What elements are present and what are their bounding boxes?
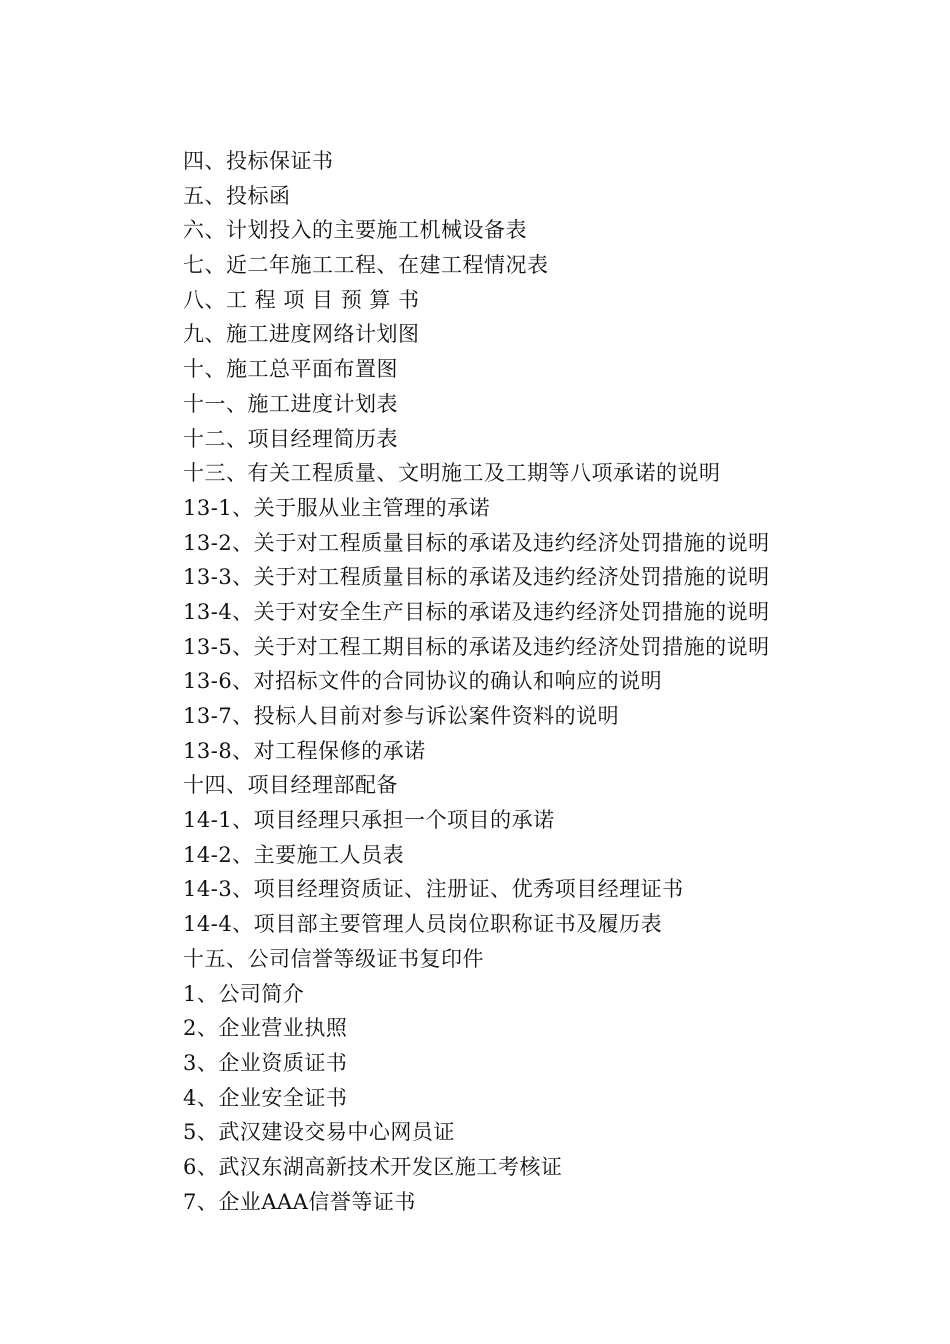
toc-item: 14-3、项目经理资质证、注册证、优秀项目经理证书 <box>183 877 684 902</box>
toc-item: 6、武汉东湖高新技术开发区施工考核证 <box>183 1154 563 1179</box>
toc-item: 13-1、关于服从业主管理的承诺 <box>183 495 491 520</box>
toc-item: 十五、公司信誉等级证书复印件 <box>183 946 484 971</box>
table-of-contents <box>183 144 770 1219</box>
toc-item: 九、施工进度网络计划图 <box>183 322 420 347</box>
toc-item: 六、计划投入的主要施工机械设备表 <box>183 218 527 243</box>
toc-item: 13-3、关于对工程质量目标的承诺及违约经济处罚措施的说明 <box>183 565 770 590</box>
toc-item: 3、企业资质证书 <box>183 1050 348 1075</box>
toc-item: 十二、项目经理简历表 <box>183 426 398 451</box>
toc-item: 5、武汉建设交易中心网员证 <box>183 1120 455 1145</box>
toc-item: 13-4、关于对安全生产目标的承诺及违约经济处罚措施的说明 <box>183 599 770 624</box>
toc-item: 十一、施工进度计划表 <box>183 391 398 416</box>
toc-item: 四、投标保证书 <box>183 149 334 173</box>
toc-item: 14-1、项目经理只承担一个项目的承诺 <box>183 808 555 833</box>
toc-item: 13-5、关于对工程工期目标的承诺及违约经济处罚措施的说明 <box>183 634 770 659</box>
toc-item: 14-2、主要施工人员表 <box>183 842 405 867</box>
toc-item: 13-6、对招标文件的合同协议的确认和响应的说明 <box>183 669 663 694</box>
toc-item: 13-7、投标人目前对参与诉讼案件资料的说明 <box>183 704 620 728</box>
toc-item: 七、近二年施工工程、在建工程情况表 <box>183 253 549 278</box>
toc-item: 4、企业安全证书 <box>183 1085 348 1110</box>
toc-item: 十、施工总平面布置图 <box>183 357 398 382</box>
toc-item: 2、企业营业执照 <box>183 1016 348 1041</box>
toc-item: 十四、项目经理部配备 <box>183 773 398 798</box>
toc-item: 八、工 程 项 目 预 算 书 <box>183 287 420 312</box>
toc-item: 14-4、项目部主要管理人员岗位职称证书及履历表 <box>183 912 663 937</box>
toc-item: 十三、有关工程质量、文明施工及工期等八项承诺的说明 <box>183 461 721 486</box>
toc-item: 13-2、关于对工程质量目标的承诺及违约经济处罚措施的说明 <box>183 530 770 555</box>
toc-item: 1、公司简介 <box>183 981 305 1006</box>
toc-item: 五、投标函 <box>183 183 291 208</box>
toc-item: 7、企业AAA信誉等证书 <box>183 1189 416 1214</box>
toc-item: 13-8、对工程保修的承诺 <box>183 738 426 763</box>
